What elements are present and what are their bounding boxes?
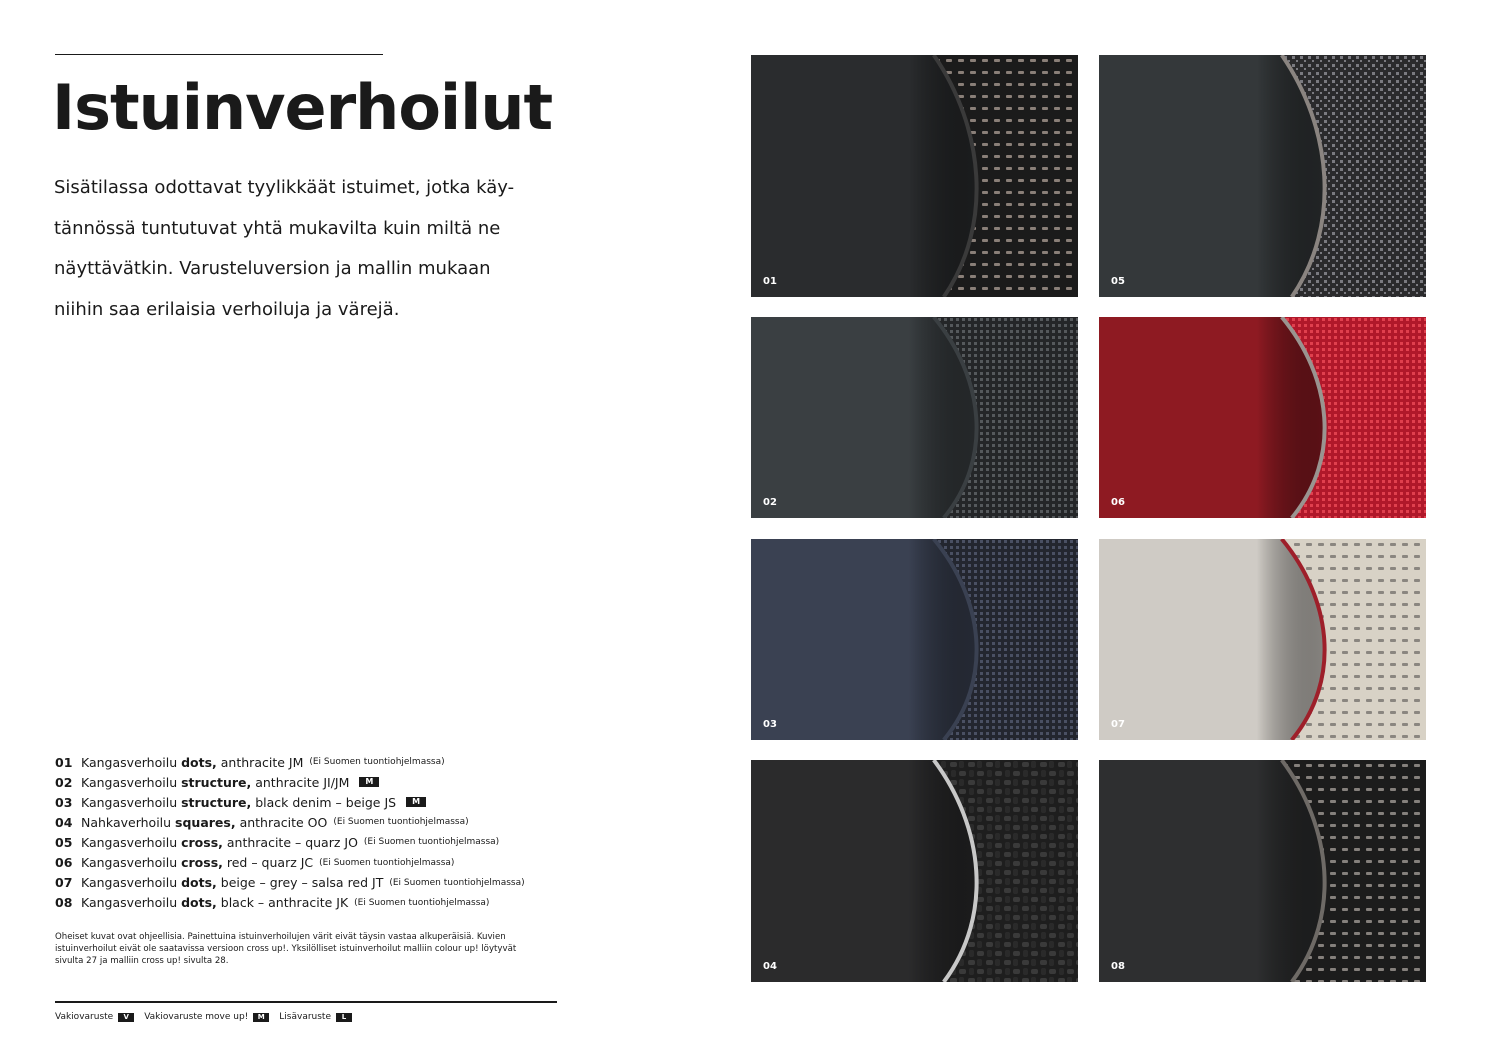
swatch-number: 02 bbox=[763, 497, 777, 508]
legend-number: 06 bbox=[55, 855, 73, 871]
legend-color: black denim – beige JS bbox=[251, 794, 397, 810]
legend-pattern: cross, bbox=[181, 834, 223, 850]
equipment-key bbox=[55, 1012, 362, 1022]
equipment-badge: M bbox=[359, 777, 379, 787]
legend-type: Kangasverhoilu bbox=[81, 834, 182, 850]
legend-note: (Ei Suomen tuontiohjelmassa) bbox=[309, 757, 445, 768]
legend-number: 02 bbox=[55, 774, 73, 790]
equipment-badge: L bbox=[336, 1013, 352, 1022]
upholstery-swatch bbox=[751, 317, 1078, 518]
legend-row bbox=[55, 873, 615, 893]
upholstery-swatch bbox=[1099, 317, 1426, 518]
upholstery-swatch bbox=[751, 760, 1078, 982]
top-rule bbox=[55, 54, 383, 55]
equipment-badge: M bbox=[406, 797, 426, 807]
legend-pattern: structure, bbox=[181, 794, 252, 810]
swatch-number: 05 bbox=[1111, 276, 1125, 287]
intro-line: näyttävätkin. Varusteluversion ja mallin mukaan bbox=[54, 258, 491, 279]
swatch-number: 07 bbox=[1111, 719, 1125, 730]
bottom-rule bbox=[55, 1001, 557, 1003]
equipment-key-optional bbox=[279, 1012, 352, 1022]
intro-line: Sisätilassa odottavat tyylikkäät istuimet, jotka käy- bbox=[54, 177, 515, 198]
seat-fabric-image bbox=[1099, 55, 1426, 297]
seat-fabric-image bbox=[751, 760, 1078, 982]
legend-row bbox=[55, 893, 615, 913]
legend-color: anthracite JI/JM bbox=[251, 774, 350, 790]
legend-pattern: dots, bbox=[181, 875, 217, 891]
legend-pattern: squares, bbox=[175, 814, 236, 830]
seat-fabric-image bbox=[751, 317, 1078, 518]
equipment-key-label: Vakiovaruste bbox=[55, 1012, 114, 1022]
swatch-number: 06 bbox=[1111, 497, 1125, 508]
legend-note: (Ei Suomen tuontiohjelmassa) bbox=[354, 897, 490, 908]
seat-fabric-image bbox=[1099, 539, 1426, 740]
legend-type: Nahkaverhoilu bbox=[81, 814, 176, 830]
legend-color: anthracite OO bbox=[235, 814, 328, 830]
footnote-line: istuinverhoilut eivät ole saatavissa versioon cross up!. Yksilölliset istuinverhoilut malliin colour up! löytyvät bbox=[55, 944, 517, 955]
intro-line: niihin saa erilaisia verhoiluja ja värejä. bbox=[54, 298, 400, 320]
intro-text bbox=[54, 168, 554, 330]
legend-row bbox=[55, 772, 615, 792]
footnote-line: sivulta 27 ja malliin cross up! sivulta 28. bbox=[55, 956, 229, 967]
disclaimer-footnote bbox=[55, 931, 555, 968]
seat-fabric-image bbox=[751, 55, 1078, 297]
upholstery-swatch bbox=[751, 55, 1078, 297]
legend-type: Kangasverhoilu bbox=[81, 774, 182, 790]
intro-line: tännössä tuntutuvat yhtä mukavilta kuin miltä ne bbox=[54, 217, 501, 239]
swatch-number: 04 bbox=[763, 961, 777, 972]
legend-row bbox=[55, 852, 615, 872]
upholstery-swatch bbox=[751, 539, 1078, 740]
legend-pattern: dots, bbox=[181, 895, 217, 911]
legend-row bbox=[55, 752, 615, 772]
legend-number: 08 bbox=[55, 895, 73, 911]
legend-number: 07 bbox=[55, 875, 73, 891]
equipment-key-label: Lisävaruste bbox=[279, 1012, 332, 1022]
legend-type: Kangasverhoilu bbox=[81, 794, 182, 810]
legend-color: anthracite JM bbox=[216, 754, 304, 770]
legend-row bbox=[55, 792, 615, 812]
upholstery-swatch bbox=[1099, 55, 1426, 297]
legend-type: Kangasverhoilu bbox=[81, 754, 182, 770]
swatch-number: 08 bbox=[1111, 961, 1125, 972]
swatch-number: 01 bbox=[763, 276, 777, 287]
equipment-key-move-up bbox=[144, 1012, 269, 1022]
legend-type: Kangasverhoilu bbox=[81, 875, 182, 891]
legend-color: red – quarz JC bbox=[222, 855, 314, 871]
seat-fabric-image bbox=[1099, 760, 1426, 982]
legend-number: 05 bbox=[55, 834, 73, 850]
legend-pattern: dots, bbox=[181, 754, 217, 770]
legend-color: beige – grey – salsa red JT bbox=[216, 875, 384, 891]
legend-color: black – anthracite JK bbox=[216, 895, 349, 911]
swatch-number: 03 bbox=[763, 719, 777, 730]
equipment-badge: V bbox=[118, 1013, 134, 1022]
upholstery-swatch bbox=[1099, 760, 1426, 982]
legend-note: (Ei Suomen tuontiohjelmassa) bbox=[363, 837, 500, 848]
equipment-badge: M bbox=[253, 1013, 269, 1022]
upholstery-legend bbox=[55, 752, 615, 913]
equipment-key-standard bbox=[55, 1012, 134, 1022]
page-title: Istuinverhoilut bbox=[52, 71, 553, 144]
legend-row bbox=[55, 812, 615, 832]
upholstery-swatch bbox=[1099, 539, 1426, 740]
legend-note: (Ei Suomen tuontiohjelmassa) bbox=[319, 857, 455, 868]
legend-note: (Ei Suomen tuontiohjelmassa) bbox=[333, 817, 469, 828]
legend-number: 03 bbox=[55, 794, 73, 810]
legend-pattern: structure, bbox=[181, 774, 252, 790]
legend-type: Kangasverhoilu bbox=[81, 855, 182, 871]
equipment-key-label: Vakiovaruste move up! bbox=[144, 1012, 249, 1022]
legend-number: 01 bbox=[55, 754, 73, 770]
seat-fabric-image bbox=[751, 539, 1078, 740]
legend-pattern: cross, bbox=[181, 855, 223, 871]
legend-row bbox=[55, 832, 615, 852]
legend-color: anthracite – quarz JO bbox=[222, 834, 358, 850]
legend-number: 04 bbox=[55, 814, 73, 830]
legend-note: (Ei Suomen tuontiohjelmassa) bbox=[389, 877, 525, 888]
footnote-line: Oheiset kuvat ovat ohjeellisia. Painettuina istuinverhoilujen värit eivät täysin vastaa alkuperäisiä. Kuvien bbox=[55, 932, 506, 942]
seat-fabric-image bbox=[1099, 317, 1426, 518]
legend-type: Kangasverhoilu bbox=[81, 895, 182, 911]
